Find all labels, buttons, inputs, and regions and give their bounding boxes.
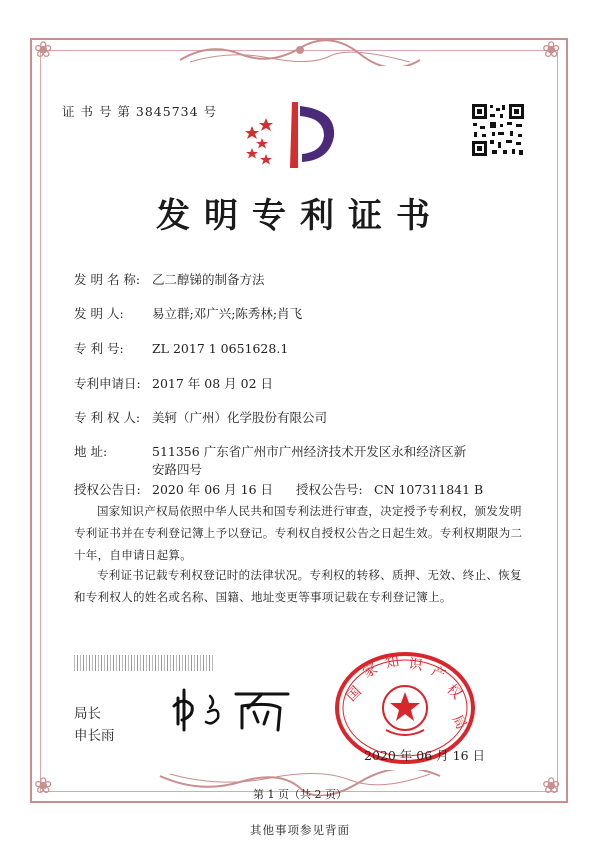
cnipa-logo [244, 96, 344, 174]
field-inventor [74, 304, 302, 322]
svg-text:权: 权 [443, 681, 465, 703]
field-filing-date [74, 374, 273, 392]
top-border-ornament [170, 40, 430, 66]
barcode-strip [74, 655, 214, 671]
field-label: 专 利 权 人: [74, 410, 141, 425]
field-invention-name [74, 270, 265, 288]
svg-text:家: 家 [360, 660, 381, 682]
paragraph-grant-notice: 国家知识产权局依照中华人民共和国专利法进行审查，决定授予专利权，颁发发明专利证书并在专利登记簿上予以登记。专利权自授权公告之日起生效。专利权期限为二十年，自申请日起算。 [74, 504, 523, 562]
field-value: CN 107311841 B [374, 482, 484, 497]
svg-text:国: 国 [343, 683, 365, 705]
field-grant-date [74, 480, 273, 498]
field-grant-pub-no [296, 480, 483, 498]
corner-ornament-top-left: ❀ [34, 38, 53, 63]
cert-no-value: 3845734 [135, 104, 199, 119]
svg-text:识: 识 [407, 656, 424, 674]
corner-ornament-bottom-left: ❀ [34, 774, 53, 799]
svg-text:产: 产 [428, 663, 448, 684]
field-address-line2: 安路四号 [152, 462, 203, 477]
svg-text:局: 局 [448, 712, 470, 733]
field-value: 易立群;邓广兴;陈秀林;肖飞 [152, 306, 303, 321]
field-patentee [74, 408, 327, 426]
footer-note: 其他事项参见背面 [250, 823, 350, 837]
page-number: 第 1 页（共 2 页） [253, 788, 347, 801]
field-label: 专 利 号: [74, 341, 124, 356]
paragraph-legal-status: 专利证书记载专利权登记时的法律状况。专利权的转移、质押、无效、终止、恢复和专利权人的姓名或名称、国籍、地址变更等事项记载在专利登记簿上。 [74, 568, 522, 604]
signatory-title: 局长 [74, 706, 101, 722]
corner-ornament-top-right: ❀ [542, 38, 561, 63]
field-label: 地 址: [74, 444, 108, 459]
svg-text:知: 知 [383, 653, 401, 672]
field-address [74, 442, 466, 460]
field-label: 发 明 名 称: [74, 272, 141, 287]
field-value: ZL 2017 1 0651628.1 [152, 341, 289, 356]
field-patent-no [74, 339, 288, 357]
corner-ornament-bottom-right: ❀ [542, 774, 561, 799]
certificate-title: 发明专利证书 [156, 196, 444, 236]
signatory-name: 申长雨 [74, 728, 115, 744]
field-value: 2017 年 08 月 02 日 [152, 376, 273, 391]
field-label: 发 明 人: [74, 306, 124, 321]
field-value: 乙二醇锑的制备方法 [152, 272, 265, 287]
field-label: 专利申请日: [74, 376, 141, 391]
handwritten-signature [170, 686, 300, 734]
certificate-number [62, 102, 217, 120]
field-label: 授权公告日: [74, 482, 141, 497]
qr-code [470, 102, 526, 158]
field-label: 授权公告号: [296, 482, 363, 497]
field-value: 2020 年 06 月 16 日 [152, 482, 273, 497]
seal-date: 2020 年 06 月 16 日 [364, 748, 485, 763]
field-value: 美轲（广州）化学股份有限公司 [152, 410, 328, 425]
field-value: 511356 广东省广州市广州经济技术开发区永和经济区新 [152, 444, 467, 459]
cert-no-label: 证 书 号 第 [62, 104, 131, 119]
cert-no-suffix: 号 [203, 104, 218, 119]
